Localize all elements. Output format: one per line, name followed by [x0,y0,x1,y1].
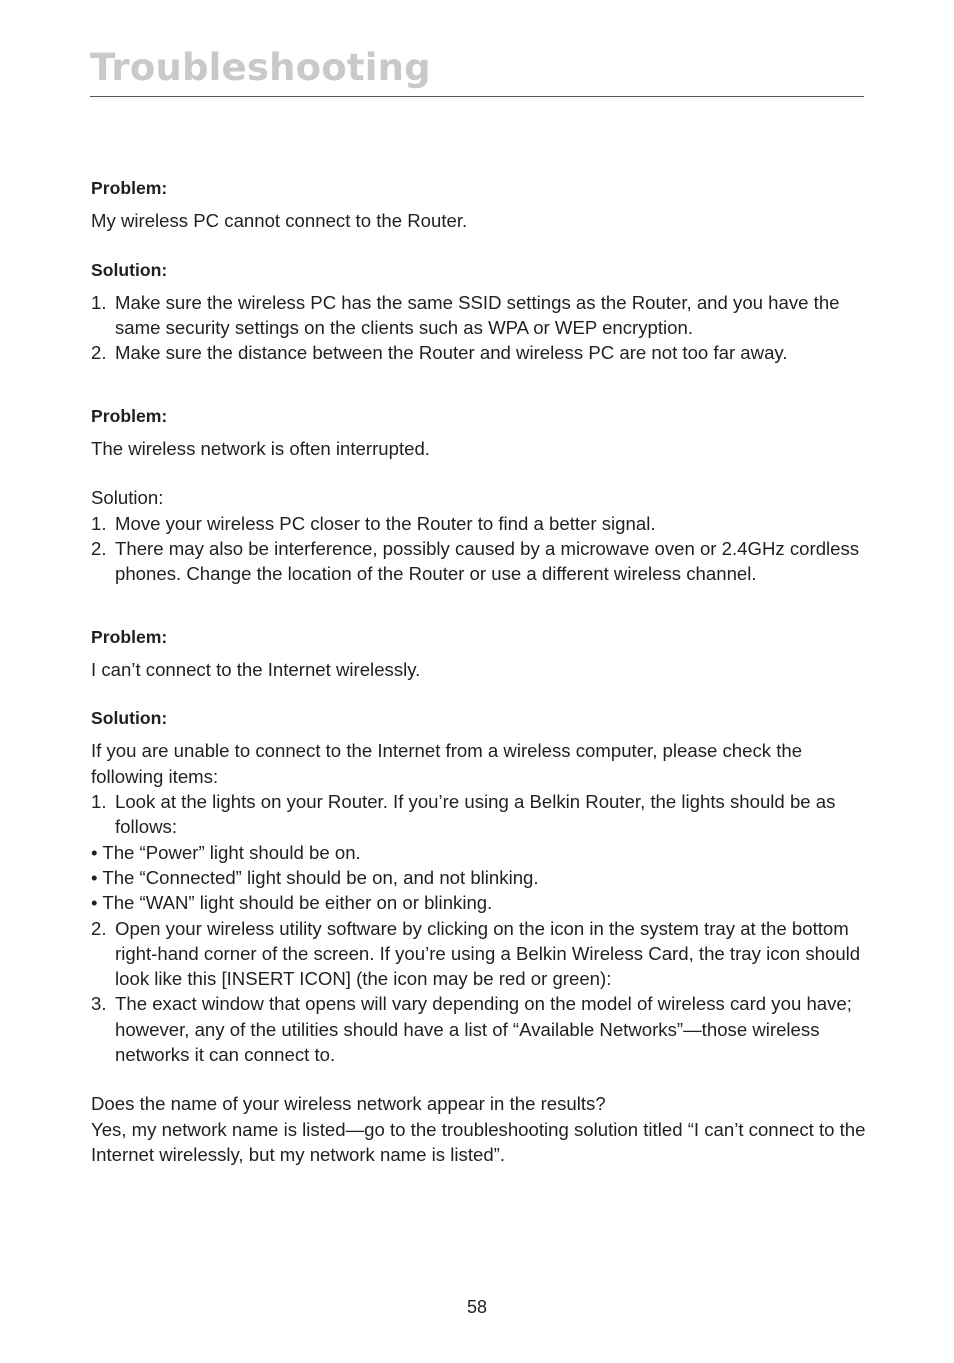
list-item [91,290,871,341]
problem-label: Problem: [91,626,168,647]
bullet-item: • The “WAN” light should be either on or blinking. [91,892,493,914]
solution-label: Solution: [91,487,164,509]
solution-intro: If you are unable to connect to the Internet from a wireless computer, please check the following items: [91,740,803,787]
question-text: Does the name of your wireless network appear in the results? [91,1093,606,1115]
list-item [91,536,871,587]
title-divider [90,96,864,97]
problem-label: Problem: [91,405,168,426]
list-text: Make sure the distance between the Router and wireless PC are not too far away. [115,342,788,364]
problem-label: Problem: [91,178,168,198]
list-text: The exact window that opens will vary depending on the model of wireless card you have; however, any of the utilities should have a list of “Available Networks”—those wireless networks it can connect to. [115,993,852,1066]
list-text: Open your wireless utility software by clicking on the icon in the system tray at the bottom right-hand corner of the screen. If you’re using a Belkin Wireless Card, the tray icon should look like this [INSERT ICON] (the icon may be red or green): [115,917,861,990]
list-text: There may also be interference, possibly caused by a microwave oven or 2.4GHz cordless phones. Change the location of the Router or use a different wireless channel. [115,537,860,585]
list-number: 2. [91,342,107,364]
bullet-item: • The “Power” light should be on. [91,841,361,863]
solution-label: Solution: [91,259,168,280]
list-text: Move your wireless PC closer to the Router to find a better signal. [115,512,656,534]
solution-label: Solution: [91,708,168,729]
list-item [91,511,871,536]
page-number: 58 [466,1297,488,1317]
list-item [91,789,871,840]
document-body [91,176,871,1167]
bullet-item: • The “Connected” light should be on, and not blinking. [91,866,539,888]
list-text: Look at the lights on your Router. If you’re using a Belkin Router, the lights should be as follows: [115,791,836,838]
list-number: 3. [91,993,107,1015]
answer-text: Yes, my network name is listed—go to the troubleshooting solution titled “I can’t connect to the Internet wirelessly, but my network name is listed”. [91,1118,866,1165]
list-text: Make sure the wireless PC has the same SSID settings as the Router, and you have the same security settings on the clients such as WPA or WEP encryption. [115,291,840,339]
list-number: 1. [91,512,107,534]
list-number: 2. [91,917,107,939]
problem-text: The wireless network is often interrupted. [91,438,430,460]
list-number: 1. [91,791,107,813]
list-item [91,916,871,992]
list-number: 2. [91,537,107,559]
list-item [91,991,871,1067]
page-title: Troubleshooting [90,46,431,89]
list-number: 1. [91,291,107,313]
problem-text: I can’t connect to the Internet wirelessly. [91,658,421,680]
list-item [91,340,871,365]
problem-text: My wireless PC cannot connect to the Router. [91,210,468,232]
